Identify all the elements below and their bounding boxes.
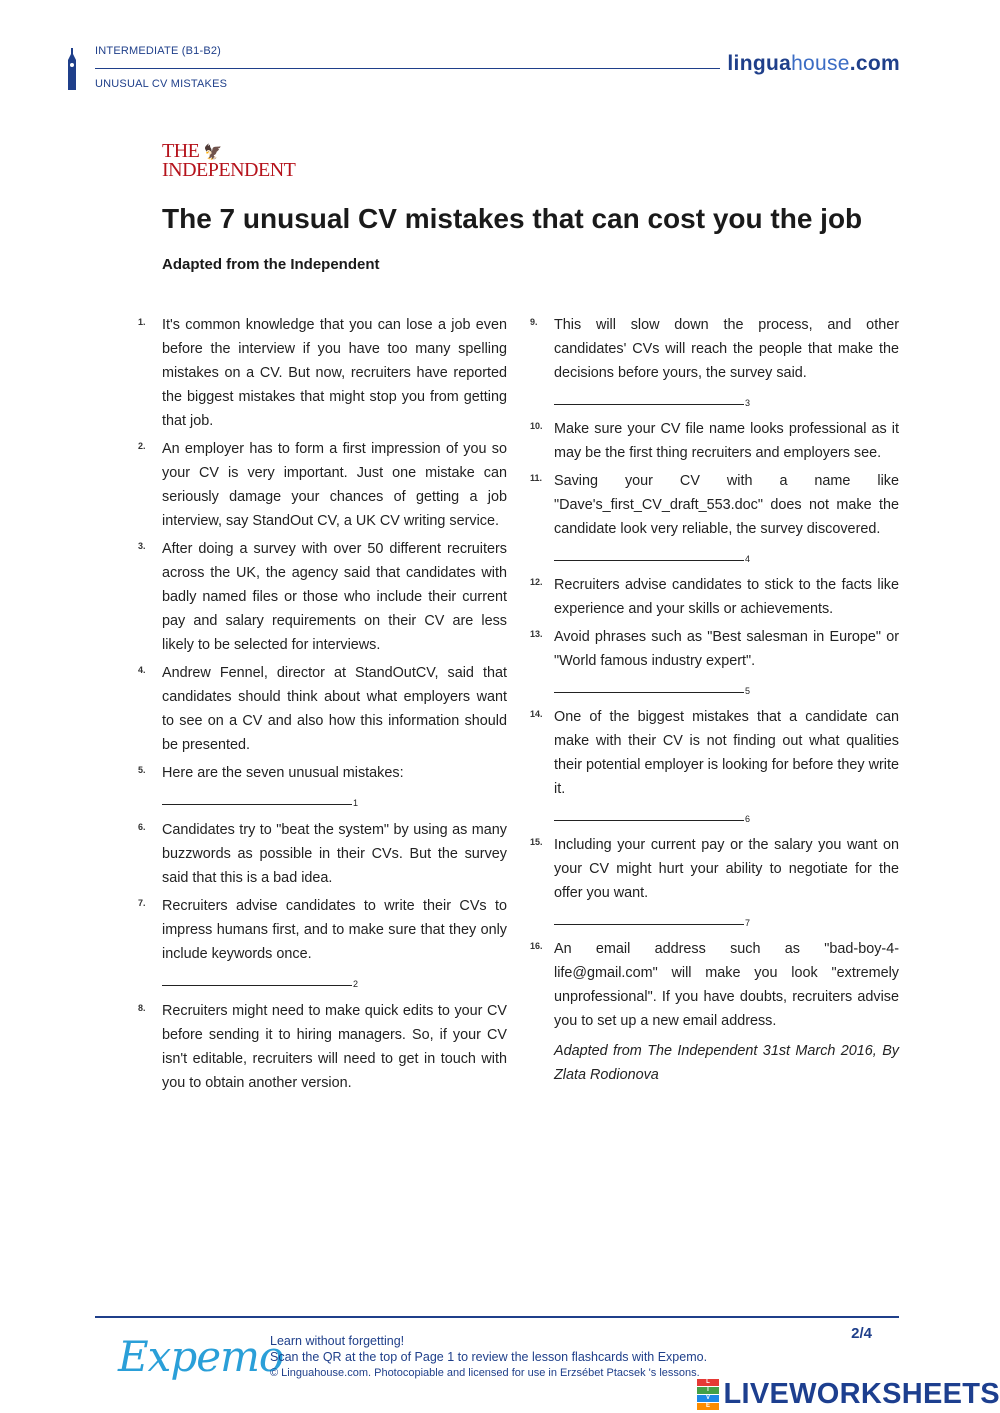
topic-label: UNUSUAL CV MISTAKES bbox=[95, 78, 228, 90]
article-title: The 7 unusual CV mistakes that can cost you the job bbox=[162, 203, 863, 234]
footer-divider bbox=[95, 1316, 899, 1318]
paragraph: 1. It's common knowledge that you can lose a job even before the interview if you have too many spelling mistakes on a CV. But now, recruiters have reported the biggest mistakes that might stop you from getting that job. bbox=[138, 317, 507, 429]
gap-blank-1[interactable]: 1 bbox=[162, 785, 507, 809]
liveworksheets-watermark: L I V E LIVEWORKSHEETS bbox=[697, 1378, 1000, 1411]
gap-blank-6[interactable]: 6 bbox=[554, 801, 899, 825]
paragraph: 2. An employer has to form a first impression of you so your CV is very important. Just one mistake can seriously damage your chances of getting a job interview, say StandOut CV, a UK CV writing service. bbox=[138, 441, 507, 529]
source-credit: Adapted from The Independent 31st March 2016, By Zlata Rodionova bbox=[554, 1043, 899, 1083]
paragraph: 9. This will slow down the process, and other candidates' CVs will reach the people that make the decisions before yours, the survey said. bbox=[530, 317, 899, 381]
level-label: INTERMEDIATE (B1-B2) bbox=[95, 45, 222, 57]
paragraph: 11. Saving your CV with a name like "Dave's_first_CV_draft_553.doc" does not make the candidate look very reliable, the survey discovered. bbox=[530, 473, 899, 537]
paragraph: 15. Including your current pay or the salary you want on your CV might hurt your ability to negotiate for the offer you want. bbox=[530, 837, 899, 901]
paragraph: 6. Candidates try to "beat the system" by using as many buzzwords as possible in their CVs. But the survey said that this is a bad idea. bbox=[138, 822, 507, 886]
paragraph: 4. Andrew Fennel, director at StandOutCV, said that candidates should think about what employers want to see on a CV and also how this information should be presented. bbox=[138, 665, 507, 753]
page-number: 2/4 bbox=[851, 1325, 872, 1342]
paragraph: 16. An email address such as "bad-boy-4-life@gmail.com" will make you look "extremely unprofessional". If you have doubts, recruiters advise you to set up a new email address. bbox=[530, 941, 899, 1029]
article-column-right bbox=[530, 313, 899, 1087]
paragraph: 13. Avoid phrases such as "Best salesman in Europe" or "World famous industry expert". bbox=[530, 629, 899, 669]
gap-blank-4[interactable]: 4 bbox=[554, 541, 899, 565]
gap-blank-5[interactable]: 5 bbox=[554, 673, 899, 697]
gap-blank-3[interactable]: 3 bbox=[554, 385, 899, 409]
article-column-left bbox=[138, 313, 507, 1095]
expemo-logo: Expemo bbox=[118, 1332, 284, 1381]
linguahouse-logo: linguahouse.com bbox=[727, 52, 900, 75]
eagle-icon: 🦅 bbox=[203, 145, 223, 161]
article-subtitle: Adapted from the Independent bbox=[162, 256, 380, 273]
paragraph: 10. Make sure your CV file name looks professional as it may be the first thing recruiters and employers see. bbox=[530, 421, 899, 461]
paragraph: 12. Recruiters advise candidates to stick to the facts like experience and your skills or achievements. bbox=[530, 577, 899, 617]
big-ben-icon bbox=[66, 48, 78, 90]
gap-blank-2[interactable]: 2 bbox=[162, 966, 507, 990]
footer-text: Learn without forgetting! Scan the QR at the top of Page 1 to review the lesson flashcards with Expemo. © Linguahouse.com. Photocopiable and licensed for use in Erzsébet Ptacsek 's lessons. bbox=[270, 1334, 708, 1379]
paragraph: 8. Recruiters might need to make quick edits to your CV before sending it to hiring managers. So, if your CV isn't editable, recruiters will need to get in touch with you to obtain another version. bbox=[138, 1003, 507, 1091]
liveworksheets-icon: L I V E bbox=[697, 1378, 719, 1411]
paragraph: 3. After doing a survey with over 50 different recruiters across the UK, the agency said that candidates with badly named files or those who include their current pay and salary requirements on their CV are less likely to be selected for interviews. bbox=[138, 541, 507, 653]
paragraph: 14. One of the biggest mistakes that a candidate can make with their CV is not finding out what qualities their potential employer is looking for before they write it. bbox=[530, 709, 899, 797]
gap-blank-7[interactable]: 7 bbox=[554, 905, 899, 929]
paragraph: 7. Recruiters advise candidates to write their CVs to impress humans first, and to make sure that they only include keywords once. bbox=[138, 898, 507, 962]
header-divider bbox=[95, 68, 720, 69]
paragraph: 5. Here are the seven unusual mistakes: bbox=[138, 765, 404, 781]
independent-logo: THE 🦅 INDEPENDENT bbox=[162, 140, 296, 181]
